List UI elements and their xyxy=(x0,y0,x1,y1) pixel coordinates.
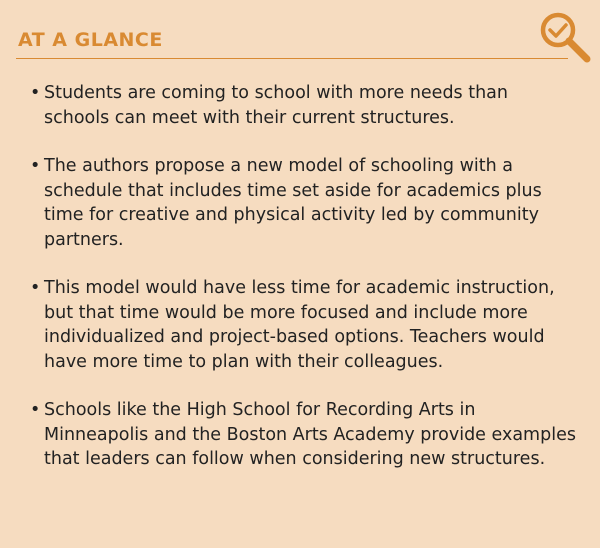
list-item-text: This model would have less time for academic instruction, but that time would be more focused and include more individualized and project-based options. Teachers would have more time to plan with their colleagues. xyxy=(44,278,555,372)
list-item-text: Schools like the High School for Recording Arts in Minneapolis and the Boston Arts Academy provide examples that leaders can follow when considering new structures. xyxy=(44,400,576,469)
bullet-icon: • xyxy=(30,83,41,103)
bullet-icon: • xyxy=(30,156,41,176)
list-item xyxy=(28,81,578,130)
bullet-icon: • xyxy=(30,278,41,298)
bullet-list xyxy=(28,81,578,496)
list-item xyxy=(28,276,578,374)
list-item-text: Students are coming to school with more needs than schools can meet with their current structures. xyxy=(44,83,508,128)
section-title: AT A GLANCE xyxy=(18,29,163,51)
bullet-icon: • xyxy=(30,400,41,420)
list-item xyxy=(28,154,578,252)
section-header xyxy=(16,26,568,59)
magnifier-check-icon xyxy=(533,8,595,70)
list-item-text: The authors propose a new model of schooling with a schedule that includes time set aside for academics plus time for creative and physical activity led by community partners. xyxy=(44,156,542,250)
list-item xyxy=(28,398,578,472)
